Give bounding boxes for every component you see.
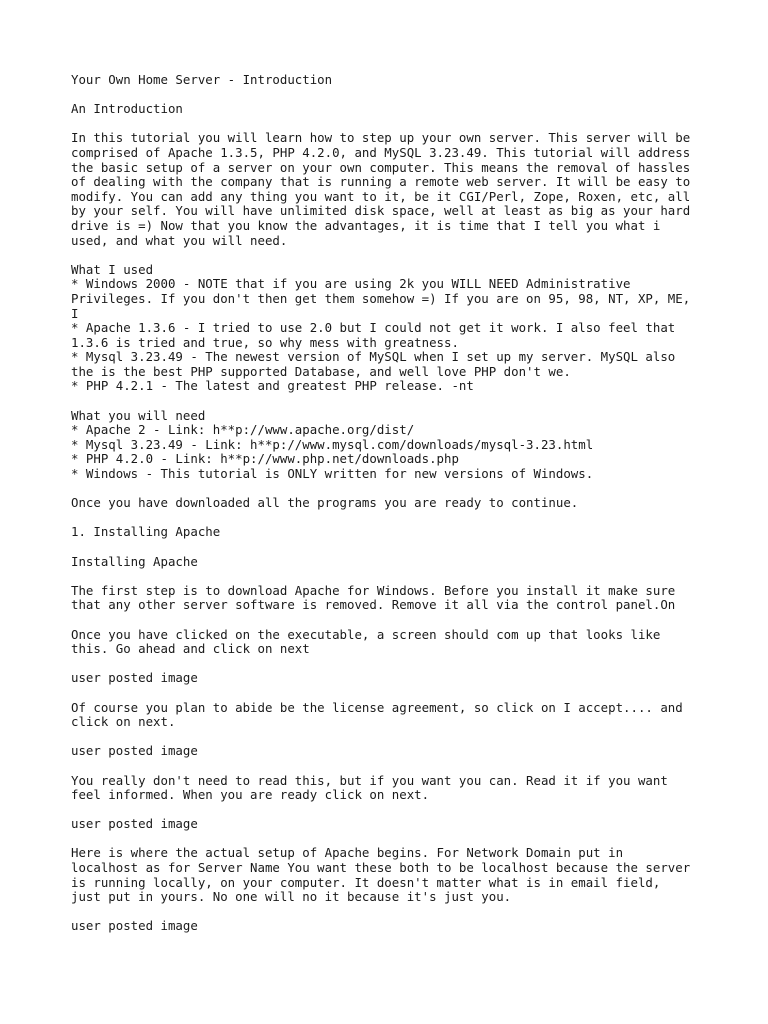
executable-step-paragraph: Once you have clicked on the executable, a screen should com up that looks like this. Go ahead and click on next xyxy=(71,626,661,657)
image-placeholder: user posted image xyxy=(71,670,198,686)
intro-line: comprised of Apache 1.3.5, PHP 4.2.0, and MySQL 3.23.49. This tutorial will address xyxy=(71,144,691,160)
list-item: * Apache 1.3.6 - I tried to use 2.0 but I could not get it work. I also feel that xyxy=(71,320,676,336)
download-step-paragraph: The first step is to download Apache for Windows. Before you install it make sure that any other server software is removed. Remove it all via the control panel.On xyxy=(71,582,676,613)
list-item: Privileges. If you don't then get them somehow =) If you are on 95, 98, NT, XP, ME, xyxy=(71,290,691,306)
what-i-used-list xyxy=(71,263,711,394)
license-step-paragraph: Of course you plan to abide be the license agreement, so click on I accept.... and click on next. xyxy=(71,699,683,730)
intro-line: by your self. You will have unlimited disk space, well at least as big as your hard xyxy=(71,203,691,219)
section-heading-installing-apache: Installing Apache xyxy=(71,553,198,569)
document-page xyxy=(71,73,711,949)
list-item: * Apache 2 - Link: h**p://www.apache.org/dist/ xyxy=(71,422,415,438)
list-item: I xyxy=(71,305,79,321)
list-heading: What you will need xyxy=(71,407,206,423)
list-item: * Mysql 3.23.49 - The newest version of MySQL when I set up my server. MySQL also xyxy=(71,349,676,365)
list-heading: What I used xyxy=(71,261,154,277)
image-placeholder: user posted image xyxy=(71,918,198,934)
list-item: * Windows 2000 - NOTE that if you are using 2k you WILL NEED Administrative xyxy=(71,276,631,292)
image-placeholder: user posted image xyxy=(71,743,198,759)
section-title-installing-apache: 1. Installing Apache xyxy=(71,524,221,540)
intro-line: the basic setup of a server on your own computer. This means the removal of hassles xyxy=(71,159,691,175)
intro-line: In this tutorial you will learn how to step up your own server. This server will be xyxy=(71,130,691,146)
setup-step-paragraph: Here is where the actual setup of Apache begins. For Network Domain put in localhost as for Server Name You want these both to be localhost because the server is running locally, on your computer. It doesn't matter what is in email field, just put in yours. No one will no it because it's just you. xyxy=(71,845,691,905)
list-item: * PHP 4.2.1 - The latest and greatest PHP release. -nt xyxy=(71,378,474,394)
intro-paragraph xyxy=(71,131,711,248)
readme-step-paragraph: You really don't need to read this, but if you want you can. Read it if you want feel informed. When you are ready click on next. xyxy=(71,772,668,803)
intro-line: of dealing with the company that is running a remote web server. It will be easy to xyxy=(71,174,691,190)
list-item: * Mysql 3.23.49 - Link: h**p://www.mysql.com/downloads/mysql-3.23.html xyxy=(71,436,594,452)
list-item: 1.3.6 is tried and true, so why mess with greatness. xyxy=(71,334,459,350)
list-item: * Windows - This tutorial is ONLY written for new versions of Windows. xyxy=(71,466,594,482)
list-item: * PHP 4.2.0 - Link: h**p://www.php.net/downloads.php xyxy=(71,451,459,467)
list-item: the is the best PHP supported Database, and well love PHP don't we. xyxy=(71,363,571,379)
intro-line: used, and what you will need. xyxy=(71,232,288,248)
intro-line: drive is =) Now that you know the advantages, it is time that I tell you what i xyxy=(71,217,661,233)
ready-paragraph: Once you have downloaded all the programs you are ready to continue. xyxy=(71,495,579,511)
section-heading-introduction: An Introduction xyxy=(71,101,183,117)
image-placeholder: user posted image xyxy=(71,816,198,832)
document-title: Your Own Home Server - Introduction xyxy=(71,72,333,87)
intro-line: modify. You can add any thing you want to it, be it CGI/Perl, Zope, Roxen, etc, all xyxy=(71,188,691,204)
what-you-will-need-list xyxy=(71,409,711,482)
